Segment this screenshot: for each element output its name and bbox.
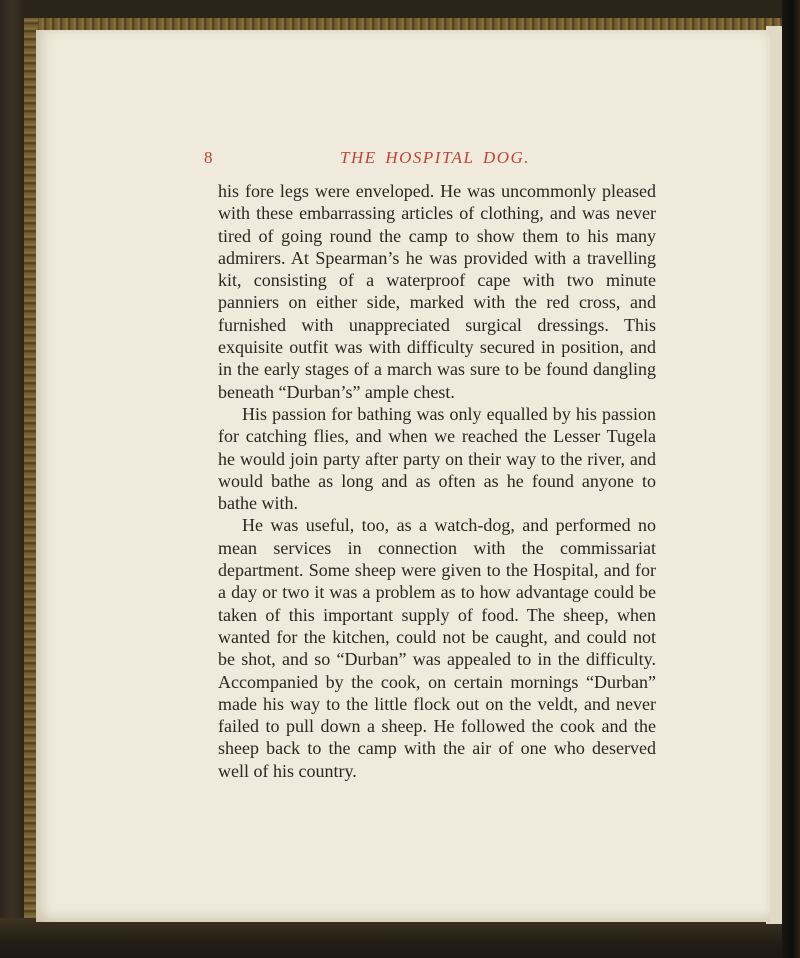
book-cover-right	[782, 0, 800, 958]
book-page	[36, 30, 770, 922]
body-text	[218, 180, 656, 782]
paragraph: His passion for bathing was only equalled by his passion for catching flies, and when we reached the Lesser Tugela he would join party after party on their way to the river, and would bathe as long and as often as he found anyone to bathe with.	[218, 403, 656, 514]
paragraph: He was useful, too, as a watch-dog, and performed no mean services in connection with the commissariat department. Some sheep were given to the Hospital, and for a day or two it was a problem as to how advantage could be taken of this important supply of food. The sheep, when wanted for the kitchen, could not be caught, and could not be shot, and so “Durban” was appealed to in the difficulty. Accompanied by the cook, on certain mornings “Durban” made his way to the little flock out on the veldt, and never failed to pull down a sheep. He followed the cook and the sheep back to the camp with the air of one who deserved well of his country.	[218, 515, 656, 781]
running-head	[36, 148, 770, 172]
page-number: 8	[204, 148, 213, 167]
paragraph: his fore legs were enveloped. He was uncommonly pleased with these embarrassing articles of clothing, and was never tired of going round the camp to show them to his many admirers. At Spearman’s he was provided with a travelling kit, consisting of a waterproof cape with two minute panniers on either side, marked with the red cross, and furnished with unappreciated surgical dressings. This exquisite outfit was with difficulty secured in position, and in the early stages of a march was sure to be found dangling beneath “Durban’s” ample chest.	[218, 181, 656, 402]
running-title: THE HOSPITAL DOG.	[340, 148, 531, 167]
book-binding-bottom	[0, 918, 800, 958]
